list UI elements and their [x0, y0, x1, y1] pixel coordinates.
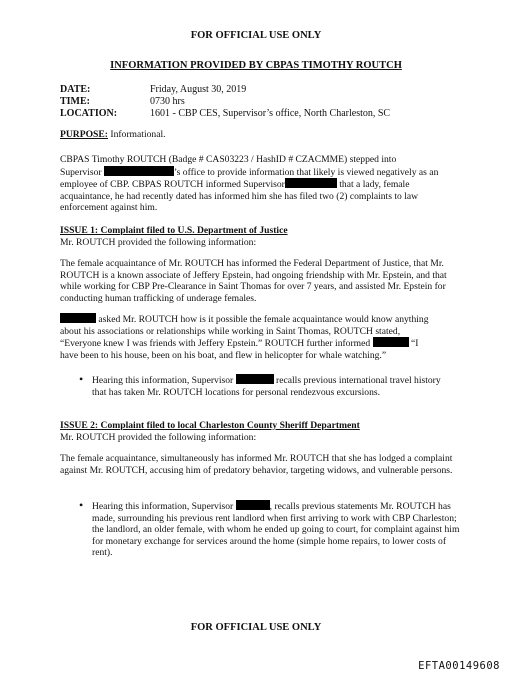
- issue1-bullet-text: recalls previous international travel history: [276, 375, 441, 386]
- footer-classification: FOR OFFICIAL USE ONLY: [190, 622, 322, 633]
- intro-text: acquaintance, he had recently dated has informed him she has filed two (2) complaints to law: [60, 190, 419, 202]
- bullet-icon: •: [79, 372, 84, 386]
- issue1-paragraph-1: The female acquaintance of Mr. ROUTCH has informed the Federal Department of Justice, that Mr. ROUTCH is a known associate of Jeffery Epstein, had ongoing friendship with Mr. Epstein, and that while working for CBP Pre-Clearance in Saint Thomas for over 7 years, and assisted Mr. Epstein for conducting human trafficking of underage females.: [60, 258, 447, 304]
- issue1-heading: ISSUE 1: Complaint filed to U.S. Department of Justice: [60, 225, 288, 236]
- issue1-text: asked Mr. ROUTCH how is it possible the female acquaintance would know anything: [98, 314, 429, 325]
- issue1-text: have been to his house, been on his boat, and flew in helicopter for whale watching.”: [60, 349, 387, 361]
- issue2-lead: Mr. ROUTCH provided the following information:: [60, 431, 257, 443]
- issue1-bullet: [92, 374, 464, 398]
- purpose-label: PURPOSE:: [60, 129, 108, 140]
- issue2-heading: ISSUE 2: Complaint filed to local Charleston County Sheriff Department: [60, 420, 360, 431]
- issue2-paragraph-1: The female acquaintance, simultaneously has informed Mr. ROUTCH that she has lodged a complaint against Mr. ROUTCH, accusing him of predatory behavior, targeting widows, and vulnerable persons.: [60, 453, 453, 476]
- intro-text: employee of CBP. CBPAS ROUTCH informed Supervisor: [60, 179, 285, 191]
- intro-text: that a lady, female: [339, 179, 410, 191]
- intro-paragraph: [60, 154, 464, 214]
- header-classification: FOR OFFICIAL USE ONLY: [190, 30, 322, 41]
- redaction-bar: [60, 313, 96, 323]
- location-value: 1601 - CBP CES, Supervisor’s office, North Charleston, SC: [150, 108, 391, 119]
- document-id: EFTA00149608: [418, 660, 500, 672]
- redaction-bar: [373, 337, 409, 347]
- issue2-bullet-text: , recalls previous statements Mr. ROUTCH: [269, 501, 436, 512]
- intro-text: Supervisor: [60, 166, 102, 178]
- date-label: DATE:: [60, 84, 91, 95]
- document-title: INFORMATION PROVIDED BY CBPAS TIMOTHY ROUTCH: [110, 60, 402, 71]
- redaction-bar: [236, 500, 270, 510]
- time-value: 0730 hrs: [150, 96, 185, 107]
- issue2-bullet-text: Hearing this information, Supervisor: [92, 501, 234, 512]
- issue2-bullet-text: has made, surrounding his previous rent landlord when first arriving to work with CBP Charleston; the landlord, an older female, with whom he ended up going to court, for complaint against him for monetary exchange for services around the home (simple home repairs, to lower costs of rent).: [92, 501, 460, 559]
- intro-text: enforcement against him.: [60, 202, 158, 214]
- issue1-bullet-text: that has taken Mr. ROUTCH locations for personal rendezvous excursions.: [92, 386, 381, 398]
- redaction-bar: [236, 374, 274, 384]
- purpose-line: [60, 129, 464, 141]
- issue1-text: about his associations or relationships while working in Saint Thomas, ROUTCH stated,: [60, 325, 401, 337]
- issue1-text: “I: [411, 338, 419, 350]
- location-label: LOCATION:: [60, 108, 118, 119]
- date-value: Friday, August 30, 2019: [150, 84, 247, 95]
- issue1-section: [60, 225, 464, 248]
- issue1-text: “Everyone knew I was friends with Jeffery Epstein.” ROUTCH further informed: [60, 338, 371, 350]
- redaction-bar: [285, 178, 337, 188]
- intro-text: ’s office to provide information that likely is viewed negatively as an: [173, 166, 439, 178]
- purpose-value: Informational.: [110, 129, 166, 140]
- redaction-bar: [104, 166, 174, 176]
- bullet-icon: •: [79, 498, 84, 512]
- issue1-paragraph-2: [60, 313, 464, 361]
- time-label: TIME:: [60, 96, 90, 107]
- issue1-lead: Mr. ROUTCH provided the following information:: [60, 236, 257, 248]
- issue1-bullet-text: Hearing this information, Supervisor: [92, 375, 234, 386]
- intro-text: CBPAS Timothy ROUTCH (Badge # CAS03223 / HashID # CZACMME) stepped into: [60, 154, 397, 165]
- issue2-section: [60, 420, 464, 443]
- issue2-bullet: [92, 500, 464, 559]
